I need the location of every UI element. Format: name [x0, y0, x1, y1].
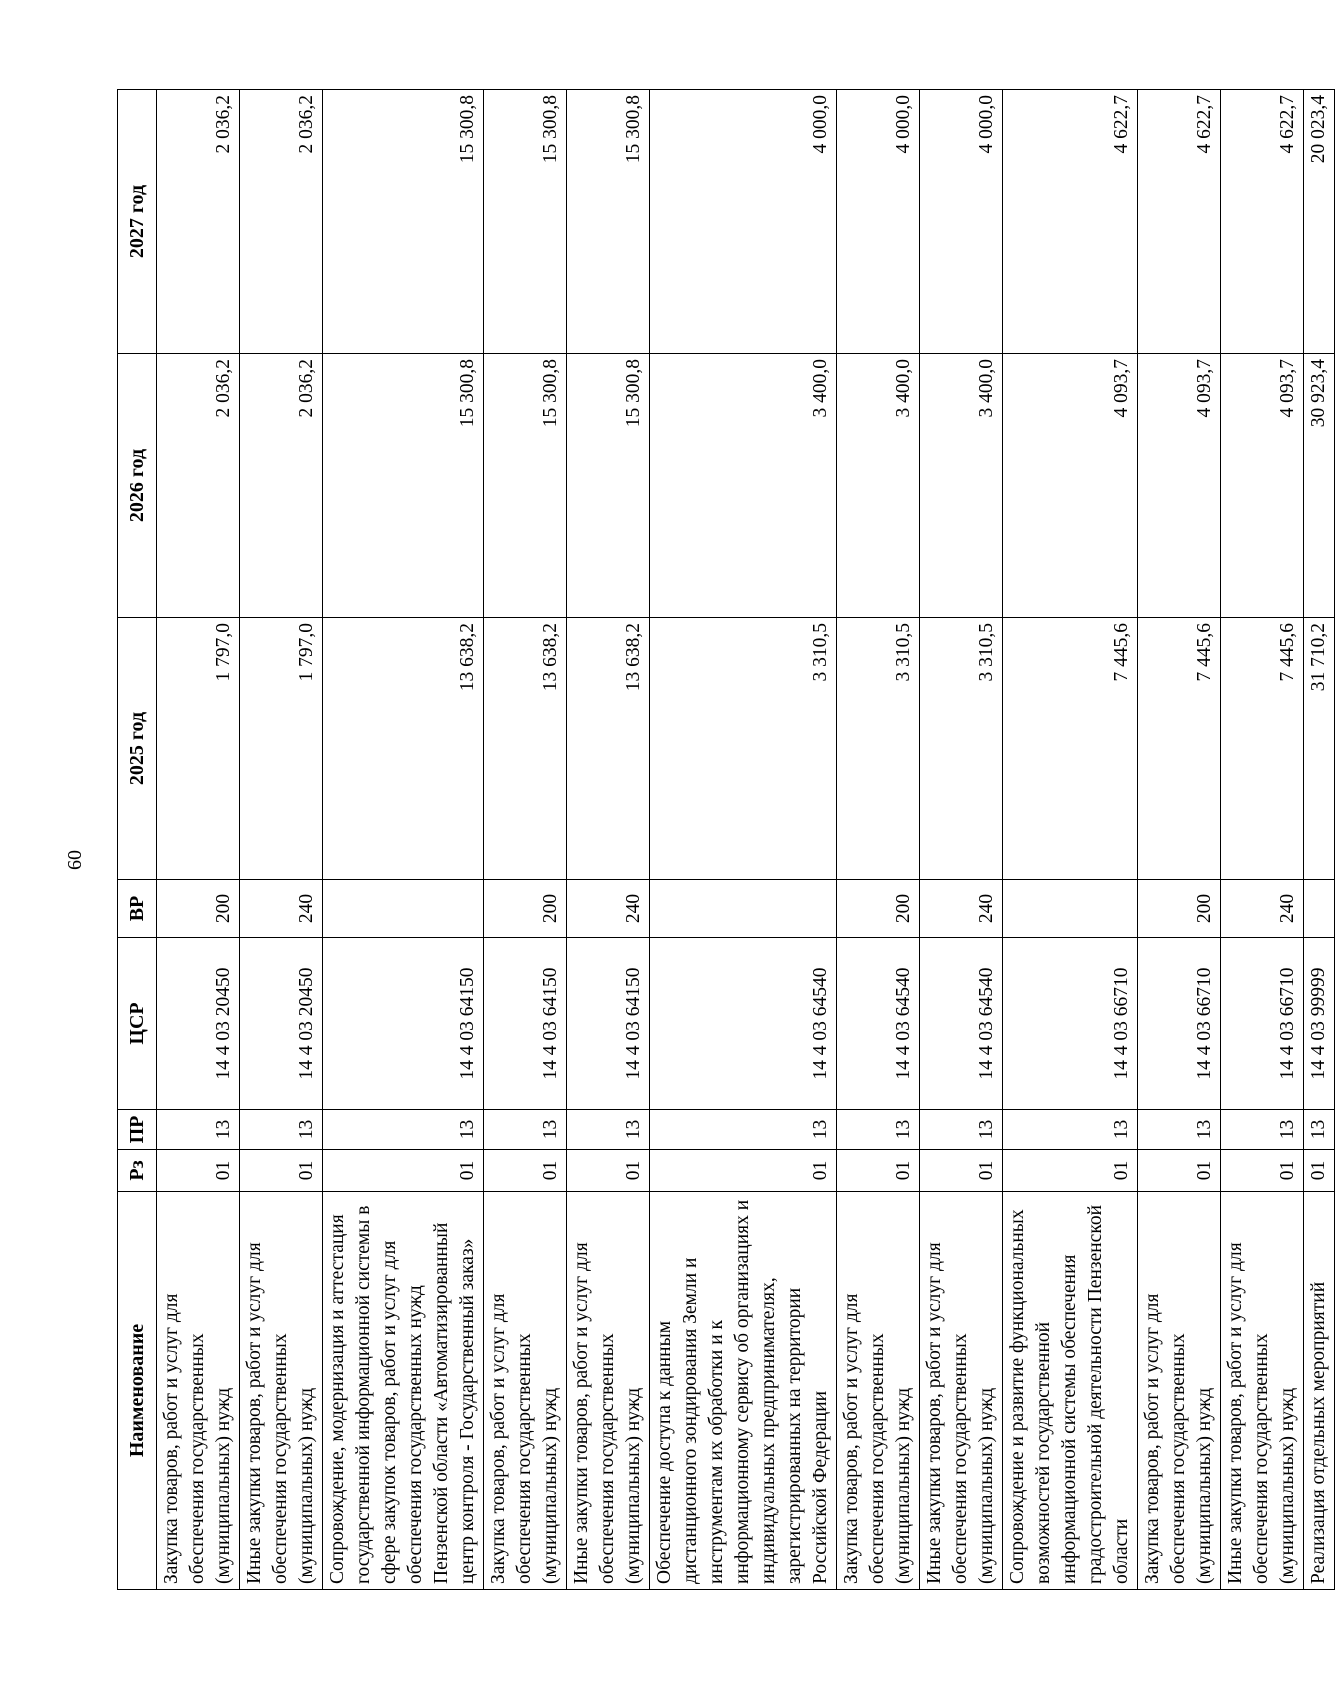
cell-rz: 01 — [323, 1150, 484, 1192]
cell-2025: 3 310,5 — [650, 618, 837, 880]
cell-2025: 7 445,6 — [1221, 618, 1304, 880]
cell-rz: 01 — [1221, 1150, 1304, 1192]
cell-rz: 01 — [1003, 1150, 1138, 1192]
cell-2026: 2 036,2 — [157, 354, 240, 618]
cell-2027: 15 300,8 — [567, 90, 650, 354]
table-row — [1221, 90, 1304, 1590]
cell-2026: 4 093,7 — [1221, 354, 1304, 618]
cell-rz: 01 — [1304, 1150, 1335, 1192]
table-row — [323, 90, 484, 1590]
cell-2026: 4 093,7 — [1003, 354, 1138, 618]
cell-name: Иные закупки товаров, работ и услуг для обеспечения государственных (муниципальных) нужд — [240, 1192, 323, 1590]
table-row — [1304, 90, 1335, 1590]
cell-name: Иные закупки товаров, работ и услуг для обеспечения государственных (муниципальных) нужд — [1221, 1192, 1304, 1590]
cell-name: Реализация отдельных мероприятий — [1304, 1192, 1335, 1590]
table-row — [1138, 90, 1221, 1590]
cell-2025: 1 797,0 — [240, 618, 323, 880]
cell-csr: 14 4 03 20450 — [240, 938, 323, 1110]
cell-vr: 200 — [1138, 880, 1221, 938]
cell-csr: 14 4 03 99999 — [1304, 938, 1335, 1110]
cell-vr: 240 — [240, 880, 323, 938]
cell-2027: 2 036,2 — [240, 90, 323, 354]
cell-name: Сопровождение и развитие функциональных возможностей государственной информационной системы обеспечения градостроительной деятельности Пензенской области — [1003, 1192, 1138, 1590]
cell-2027: 4 000,0 — [920, 90, 1003, 354]
cell-name: Обеспечение доступа к данным дистанционного зондирования Земли и инструментам их обработки и к информационному сервису об организациях и индивидуальных предпринимателях, зарегистрированных на территории Российской Федерации — [650, 1192, 837, 1590]
cell-vr: 240 — [920, 880, 1003, 938]
cell-csr: 14 4 03 64540 — [837, 938, 920, 1110]
cell-2025: 3 310,5 — [837, 618, 920, 880]
cell-vr — [323, 880, 484, 938]
cell-csr: 14 4 03 64150 — [484, 938, 567, 1110]
cell-vr: 200 — [484, 880, 567, 938]
cell-csr: 14 4 03 64540 — [920, 938, 1003, 1110]
cell-2025: 31 710,2 — [1304, 618, 1335, 880]
cell-2027: 4 000,0 — [837, 90, 920, 354]
header-name: Наименование — [118, 1192, 157, 1590]
table-row — [240, 90, 323, 1590]
cell-name: Закупка товаров, работ и услуг для обеспечения государственных (муниципальных) нужд — [157, 1192, 240, 1590]
cell-pr: 13 — [1138, 1110, 1221, 1150]
header-pr: ПР — [118, 1110, 157, 1150]
header-vr: ВР — [118, 880, 157, 938]
cell-csr: 14 4 03 64150 — [567, 938, 650, 1110]
cell-2025: 7 445,6 — [1138, 618, 1221, 880]
cell-vr: 240 — [1221, 880, 1304, 938]
cell-vr — [650, 880, 837, 938]
cell-rz: 01 — [240, 1150, 323, 1192]
table-row — [157, 90, 240, 1590]
cell-vr — [1003, 880, 1138, 938]
table-row — [920, 90, 1003, 1590]
cell-2027: 4 000,0 — [650, 90, 837, 354]
cell-rz: 01 — [920, 1150, 1003, 1192]
cell-2025: 3 310,5 — [920, 618, 1003, 880]
cell-2026: 4 093,7 — [1138, 354, 1221, 618]
cell-vr — [1304, 880, 1335, 938]
cell-rz: 01 — [1138, 1150, 1221, 1192]
cell-rz: 01 — [837, 1150, 920, 1192]
cell-2026: 3 400,0 — [650, 354, 837, 618]
header-2025: 2025 год — [118, 618, 157, 880]
cell-2027: 4 622,7 — [1003, 90, 1138, 354]
cell-pr: 13 — [1003, 1110, 1138, 1150]
cell-pr: 13 — [1304, 1110, 1335, 1150]
cell-pr: 13 — [323, 1110, 484, 1150]
header-rz: Рз — [118, 1150, 157, 1192]
cell-csr: 14 4 03 20450 — [157, 938, 240, 1110]
cell-2027: 20 023,4 — [1304, 90, 1335, 354]
cell-name: Закупка товаров, работ и услуг для обеспечения государственных (муниципальных) нужд — [1138, 1192, 1221, 1590]
cell-rz: 01 — [484, 1150, 567, 1192]
cell-2027: 15 300,8 — [484, 90, 567, 354]
cell-pr: 13 — [484, 1110, 567, 1150]
cell-csr: 14 4 03 66710 — [1003, 938, 1138, 1110]
cell-pr: 13 — [920, 1110, 1003, 1150]
cell-pr: 13 — [837, 1110, 920, 1150]
table-row — [567, 90, 650, 1590]
cell-2027: 4 622,7 — [1221, 90, 1304, 354]
cell-rz: 01 — [650, 1150, 837, 1192]
header-2026: 2026 год — [118, 354, 157, 618]
cell-pr: 13 — [650, 1110, 837, 1150]
table-row — [484, 90, 567, 1590]
cell-2027: 4 622,7 — [1138, 90, 1221, 354]
cell-pr: 13 — [567, 1110, 650, 1150]
cell-2025: 1 797,0 — [157, 618, 240, 880]
cell-vr: 200 — [157, 880, 240, 938]
cell-pr: 13 — [157, 1110, 240, 1150]
table-row — [1003, 90, 1138, 1590]
cell-2027: 2 036,2 — [157, 90, 240, 354]
cell-csr: 14 4 03 66710 — [1221, 938, 1304, 1110]
cell-vr: 200 — [837, 880, 920, 938]
cell-2026: 15 300,8 — [323, 354, 484, 618]
table-header-row — [118, 90, 157, 1590]
header-csr: ЦСР — [118, 938, 157, 1110]
cell-csr: 14 4 03 64150 — [323, 938, 484, 1110]
cell-2026: 3 400,0 — [837, 354, 920, 618]
table-row — [650, 90, 837, 1590]
cell-vr: 240 — [567, 880, 650, 938]
cell-2025: 7 445,6 — [1003, 618, 1138, 880]
cell-rz: 01 — [567, 1150, 650, 1192]
cell-name: Иные закупки товаров, работ и услуг для обеспечения государственных (муниципальных) нужд — [567, 1192, 650, 1590]
cell-csr: 14 4 03 64540 — [650, 938, 837, 1110]
cell-2025: 13 638,2 — [567, 618, 650, 880]
cell-2026: 3 400,0 — [920, 354, 1003, 618]
cell-csr: 14 4 03 66710 — [1138, 938, 1221, 1110]
budget-table — [117, 89, 1335, 1590]
page-number: 60 — [64, 850, 86, 870]
cell-2026: 15 300,8 — [484, 354, 567, 618]
cell-rz: 01 — [157, 1150, 240, 1192]
table-row — [837, 90, 920, 1590]
cell-pr: 13 — [240, 1110, 323, 1150]
cell-2027: 15 300,8 — [323, 90, 484, 354]
cell-name: Сопровождение, модернизация и аттестация государственной информационной системы в сфере закупок товаров, работ и услуг для обеспечения государственных нужд Пензенской области «Автоматизированный центр контроля - Государственный заказ» — [323, 1192, 484, 1590]
cell-2026: 15 300,8 — [567, 354, 650, 618]
header-2027: 2027 год — [118, 90, 157, 354]
cell-pr: 13 — [1221, 1110, 1304, 1150]
cell-2025: 13 638,2 — [484, 618, 567, 880]
cell-name: Закупка товаров, работ и услуг для обеспечения государственных (муниципальных) нужд — [837, 1192, 920, 1590]
cell-name: Иные закупки товаров, работ и услуг для обеспечения государственных (муниципальных) нужд — [920, 1192, 1003, 1590]
cell-2026: 30 923,4 — [1304, 354, 1335, 618]
cell-name: Закупка товаров, работ и услуг для обеспечения государственных (муниципальных) нужд — [484, 1192, 567, 1590]
cell-2025: 13 638,2 — [323, 618, 484, 880]
cell-2026: 2 036,2 — [240, 354, 323, 618]
budget-table-container — [117, 90, 1329, 1590]
